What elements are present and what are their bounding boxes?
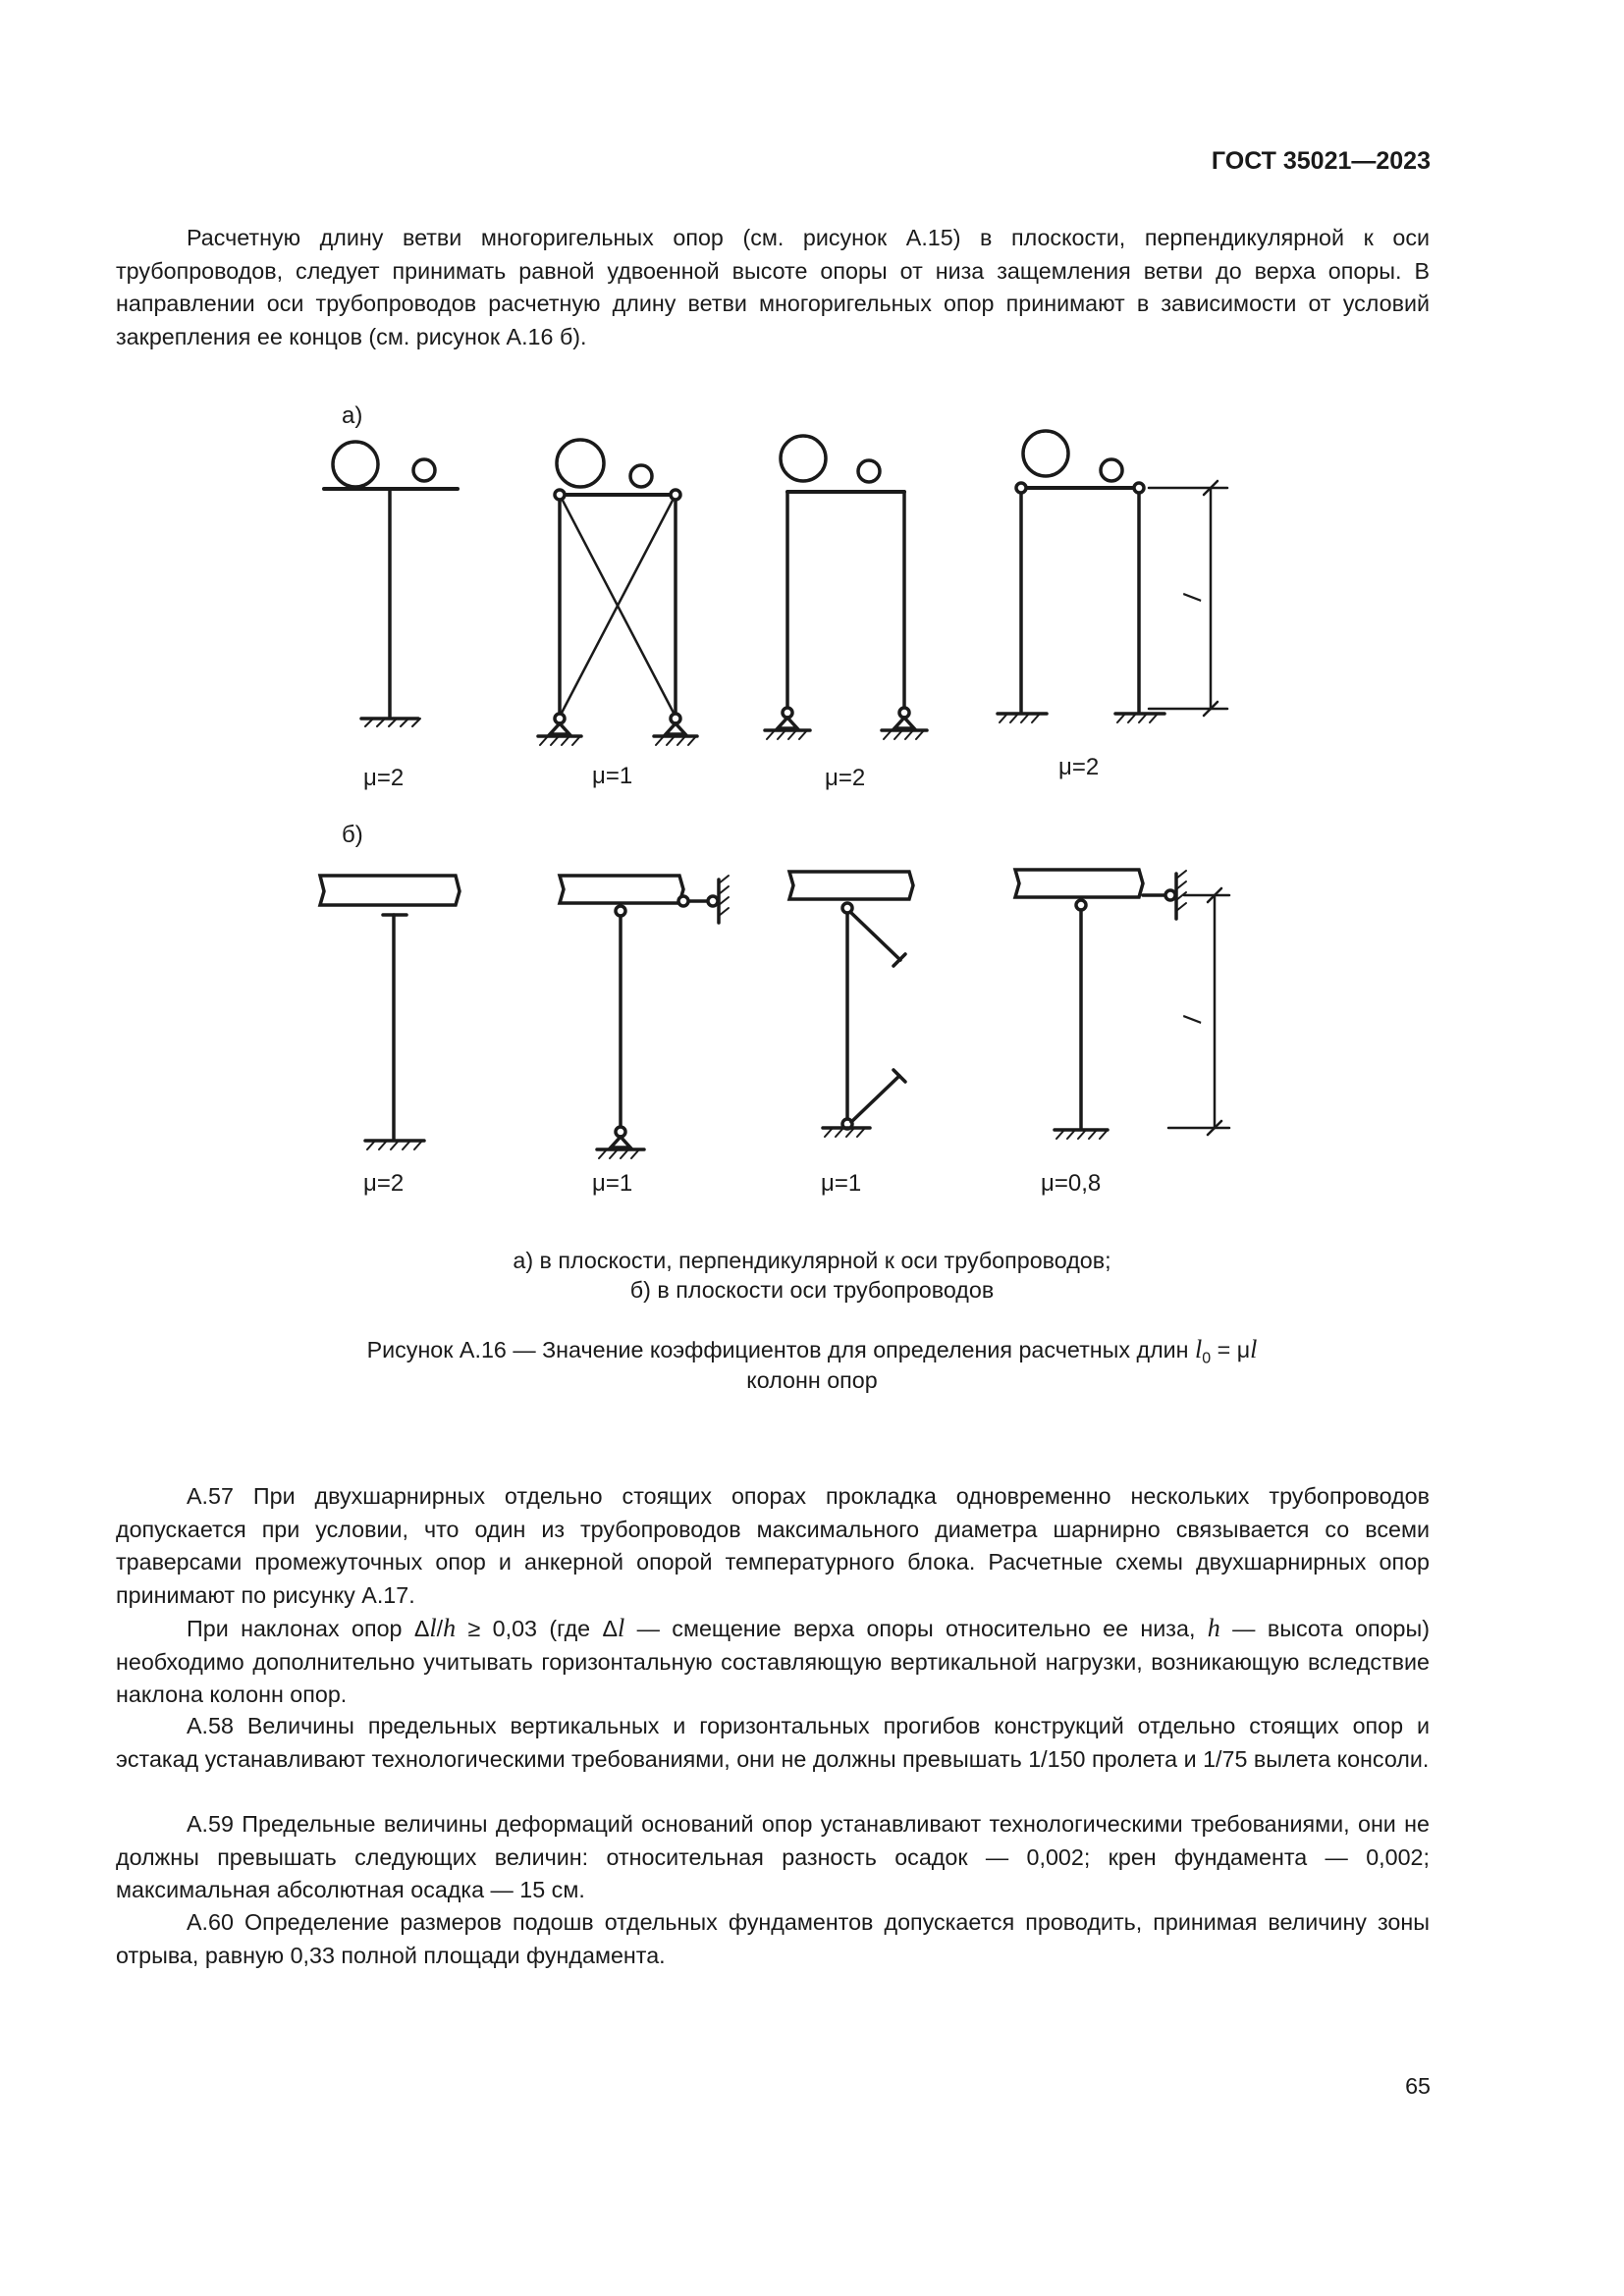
scheme-b3 — [789, 872, 913, 1137]
scheme-b4 — [1015, 870, 1229, 1139]
label-b: б) — [342, 822, 363, 848]
intro-paragraph: Расчетную длину ветви многоригельных опор (см. рисунок А.15) в плоскости, перпендикулярной к оси трубопроводов, следует принимать равной удвоенной высоте опоры от низа защемления ветви до верха опоры. В направлении оси трубопроводов расчетную длину ветви многоригельных опор принимают в зависимости от условий закрепления ее концов (см. рисунок А.16 б). — [116, 225, 1430, 349]
scheme-a3 — [765, 436, 927, 739]
clause-a59: А.59 Предельные величины деформаций оснований опор устанавливают технологическими требованиями, они не должны превышать следующих величин: относительная разность осадок — 0,002; крен фундамента — 0,002; максимальная абсолютная осадка — 15 см. — [116, 1811, 1430, 1902]
clause-a58: А.58 Величины предельных вертикальных и горизонтальных прогибов конструкций отдельно стоящих опор и эстакад устанавливают технологическими требованиями, они не должны превышать 1/150 пролета и 1/75 вылета консоли. — [116, 1713, 1430, 1772]
legend-b: б) в плоскости оси трубопроводов — [629, 1277, 995, 1303]
legend-a: а) в плоскости, перпендикулярной к оси трубопроводов; — [513, 1248, 1111, 1273]
mu-b3: μ=1 — [821, 1170, 862, 1197]
scheme-a4 — [998, 431, 1227, 722]
page-number: 65 — [1405, 2073, 1431, 2099]
clause-a60: А.60 Определение размеров подошв отдельных фундаментов допускается проводить, принимая величину зоны отрыва, равную 0,33 полной площади фундамента. — [116, 1909, 1430, 1968]
document-number: ГОСТ 35021—2023 — [1211, 147, 1431, 175]
figure-a16-drawing — [0, 383, 1624, 1217]
scheme-a2 — [538, 440, 697, 745]
clause-incline: При наклонах опор Δl/h ≥ 0,03 (где Δl — смещение верха опоры относительно ее низа, h — высота опоры) необходимо дополнительно учитывать горизонтальную составляющую вертикальной нагрузки, возникающую вследствие наклона колонн опор. — [116, 1614, 1431, 1707]
mu-a1: μ=2 — [363, 765, 405, 791]
mu-b1: μ=2 — [363, 1170, 405, 1197]
scheme-a1 — [324, 442, 458, 726]
label-a: а) — [342, 402, 363, 429]
scheme-b2 — [560, 876, 729, 1158]
mu-a2: μ=1 — [592, 763, 633, 789]
figure-title-line2: колонн опор — [746, 1367, 878, 1393]
mu-a4: μ=2 — [1058, 754, 1100, 780]
figure-a16 — [0, 383, 1624, 1217]
mu-b2: μ=1 — [592, 1170, 633, 1197]
length-label-b: l — [1177, 1014, 1208, 1026]
mu-a3: μ=2 — [825, 765, 866, 791]
mu-b4: μ=0,8 — [1041, 1170, 1102, 1197]
scheme-b1 — [320, 876, 460, 1149]
figure-title: Рисунок А.16 — Значение коэффициентов для определения расчетных длин $l_0 = \mu l$ — [366, 1335, 1258, 1367]
clause-a57: А.57 При двухшарнирных отдельно стоящих опорах прокладка одновременно нескольких трубопроводов допускается при условии, что один из трубопроводов максимального диаметра шарнирно связывается со всеми траверсами промежуточных опор и анкерной опорой температурного блока. Расчетные схемы двухшарнирных опор принимают по рисунку А.17. — [116, 1483, 1430, 1608]
length-label-a: l — [1177, 592, 1208, 604]
